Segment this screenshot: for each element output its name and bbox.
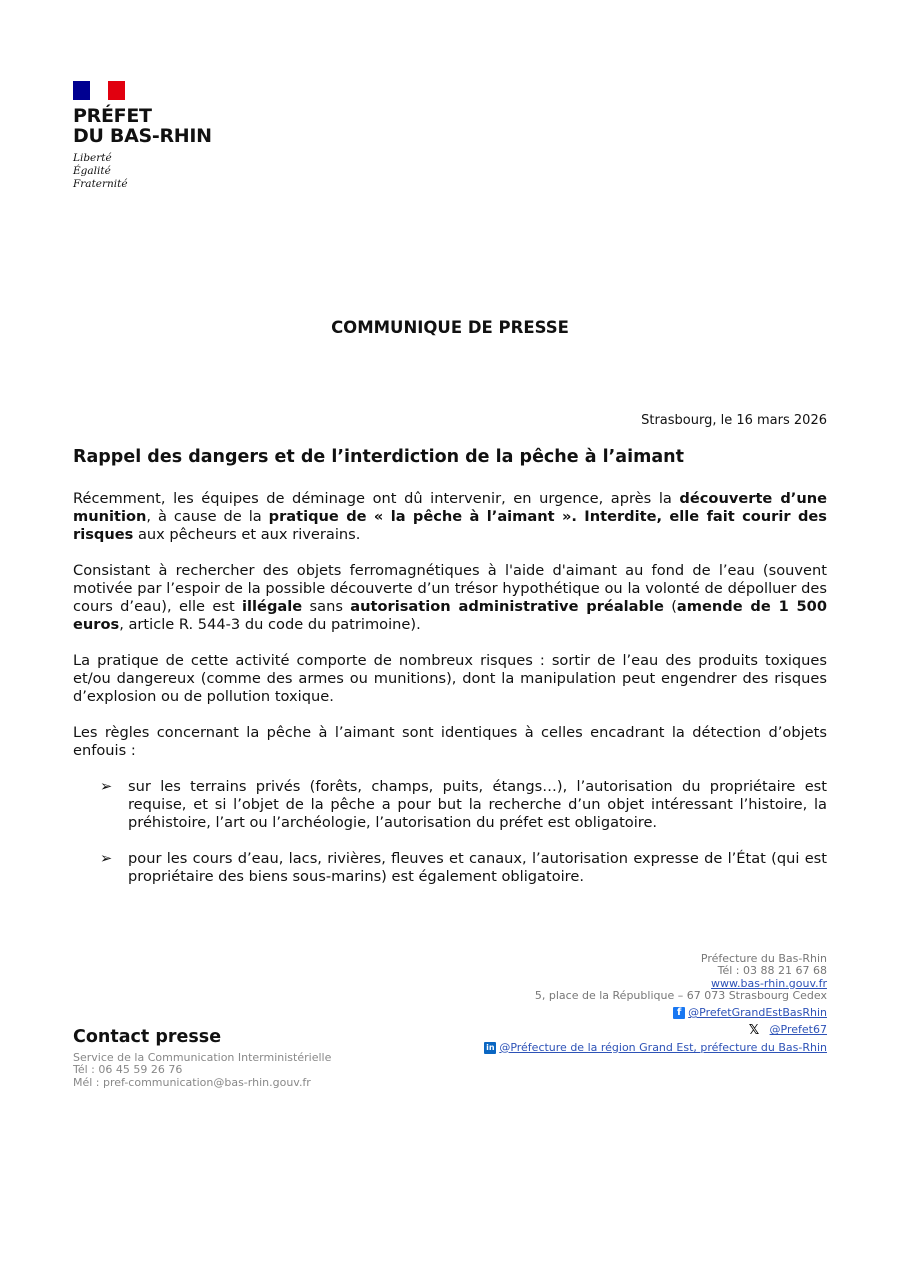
motto-liberte: Liberté [73,152,112,164]
date-line: Strasbourg, le 16 mars 2026 [641,413,827,428]
website-link[interactable]: www.bas-rhin.gouv.fr [711,976,827,990]
marianne-flag-logo [73,81,125,100]
linkedin-icon: in [486,1042,495,1052]
info-tel: Tél : 03 88 21 67 68 [717,964,827,978]
paragraph: Consistant à rechercher des objets ferromagnétiques à l'aide d'aimant au fond de l’eau (souvent motivée par l’espoir de la possible découverte d’un trésor hypothétique ou la volonté de dépolluer des cours d’eau), elle est illégale sans autorisation administrative préalable (amende de 1 500 euros, article R. 544-3 du code du patrimoine). [73,562,827,633]
motto [73,152,128,191]
contact-heading: Contact presse [73,1027,222,1047]
bullet-list [73,778,827,886]
paragraph: La pratique de cette activité comporte de nombreux risques : sortir de l’eau des produits toxiques et/ou dangereux (comme des armes ou munitions), dont la manipulation peut engendrer des risques d’explosion ou de pollution toxique. [73,652,827,705]
paragraph: Les règles concernant la pêche à l’aimant sont identiques à celles encadrant la détection d’objets enfouis : [73,724,827,759]
contact-info [73,1052,331,1089]
list-item: ➢ sur les terrains privés (forêts, champs, puits, étangs…), l’autorisation du propriétaire est requise, et si l’objet de la pêche a pour but la recherche d’un objet intéressant l’histoire, la préhistoire, l’art ou l’archéologie, l’autorisation du préfet est obligatoire. [100,778,827,831]
heading: Rappel des dangers et de l’interdiction de la pêche à l’aimant [73,447,684,467]
contact-tel: Tél : 06 45 59 26 76 [73,1063,183,1077]
document-title: COMMUNIQUE DE PRESSE [331,318,569,337]
info-name: Préfecture du Bas-Rhin [700,952,827,965]
contact-service: Service de la Communication Interministérielle [73,1051,332,1064]
facebook-icon: f [673,1007,685,1019]
list-item: ➢ pour les cours d’eau, lacs, rivières, fleuves et canaux, l’autorisation expresse de l’État (qui est propriétaire des biens sous-marins) est également obligatoire. [100,850,827,885]
arrow-bullet-icon: ➢ [100,850,113,867]
prefecture-info [484,953,827,1054]
info-address: 5, place de la République – 67 073 Strasbourg Cedex [534,988,827,1002]
logo-line2: DU BAS-RHIN [73,125,212,147]
linkedin-link[interactable]: @Préfecture de la région Grand Est, préfecture du Bas-Rhin [499,1040,827,1054]
arrow-bullet-icon: ➢ [100,778,113,795]
contact-mail: Mél : pref-communication@bas-rhin.gouv.fr [73,1075,311,1089]
paragraph: Récemment, les équipes de déminage ont dû intervenir, en urgence, après la découverte d’une munition, à cause de la pratique de « la pêche à l’aimant ». Interdite, elle fait courir des risques aux pêcheurs et aux riverains. [73,490,827,543]
facebook-link[interactable]: @PrefetGrandEstBasRhin [688,1006,827,1020]
x-icon: 𝕏 [748,1022,760,1038]
logo-line1: PRÉFET [73,105,152,127]
body-text [73,490,827,904]
motto-egalite: Égalité [73,165,111,177]
motto-fraternite: Fraternité [73,178,128,190]
prefet-logo-text [73,106,212,146]
x-link[interactable]: @Prefet67 [769,1023,827,1037]
